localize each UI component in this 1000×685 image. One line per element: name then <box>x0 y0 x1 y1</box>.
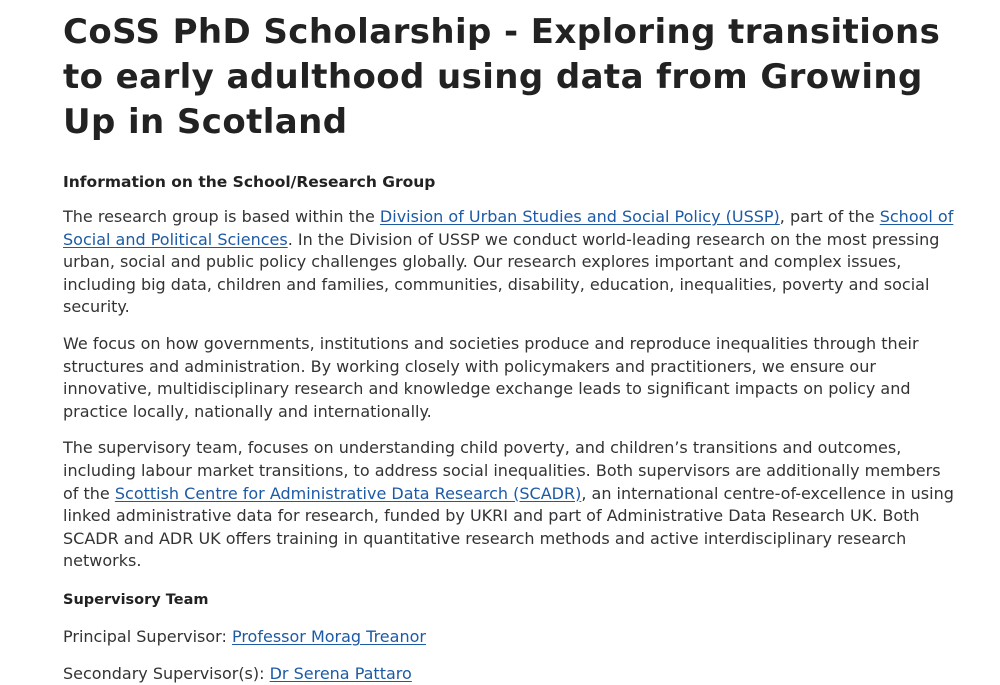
supervisory-team-heading: Supervisory Team <box>63 591 209 608</box>
secondary-supervisor-line <box>63 663 960 685</box>
link-ussp-division[interactable]: Division of Urban Studies and Social Policy (USSP) <box>379 207 780 226</box>
link-school-social-political-sciences[interactable]: School of Social and Political Sciences <box>63 207 954 249</box>
paragraph-text: , part of the <box>779 207 880 226</box>
paragraph-text: , an international centre-of-excellence in using linked administrative data for research, funded by UKRI and part of Administrative Data Research UK. Both SCADR and ADR UK offers training in quantitative research methods and active interdisciplinary research networks. <box>63 483 954 571</box>
link-scadr[interactable]: Scottish Centre for Administrative Data Research (SCADR) <box>114 483 582 503</box>
paragraph-research-group <box>63 206 960 319</box>
link-secondary-supervisor[interactable]: Dr Serena Pattaro <box>269 663 412 683</box>
section-heading-school-group: Information on the School/Research Group <box>63 173 436 191</box>
paragraph-text: The research group is based within the <box>63 207 380 226</box>
link-principal-supervisor[interactable]: Professor Morag Treanor <box>231 626 426 646</box>
page-title: CoSS PhD Scholarship - Exploring transitions to early adulthood using data from Growing Up in Scotland <box>63 12 941 142</box>
paragraph-supervisory-focus <box>63 437 960 573</box>
paragraph-text: The supervisory team, focuses on understanding child poverty, and children’s transitions and outcomes, including labour market transitions, to address social inequalities. Both supervisors are additionally members of the <box>63 438 941 503</box>
paragraph-inequalities-focus: We focus on how governments, institutions and societies produce and reproduce inequalities through their structures and administration. By working closely with policymakers and practitioners, we ensure our innovative, multidisciplinary research and knowledge exchange leads to significant impacts on policy and practice locally, nationally and internationally. <box>63 333 919 421</box>
principal-supervisor-label: Principal Supervisor: <box>63 626 232 646</box>
secondary-supervisor-label: Secondary Supervisor(s): <box>63 663 270 683</box>
principal-supervisor-line <box>63 626 960 648</box>
paragraph-text: . In the Division of USSP we conduct world-leading research on the most pressing urban, social and public policy challenges globally. Our research explores important and complex issues, including big data, children and families, communities, disability, education, inequalities, poverty and social security. <box>63 229 940 317</box>
